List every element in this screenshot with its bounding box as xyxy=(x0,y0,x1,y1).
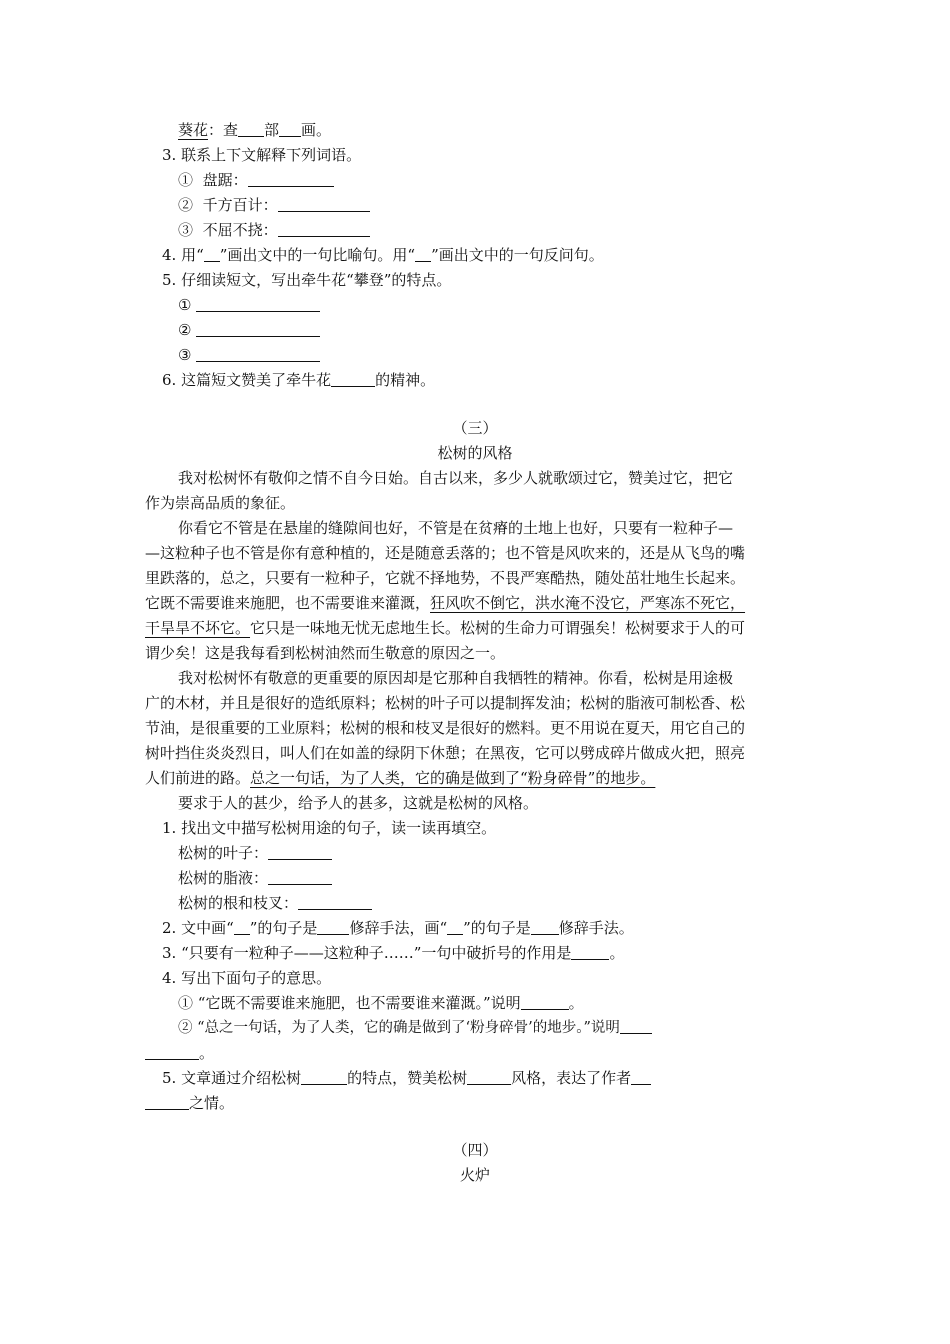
answer-blank[interactable] xyxy=(298,894,372,910)
q5-item-2: ② xyxy=(178,319,320,341)
answer-blank[interactable] xyxy=(571,944,609,960)
paragraph-line: 干旱旱不坏它。它只是一味地无忧无虑地生长。松树的生命力可谓强矣！松树要求于人的可 xyxy=(145,619,746,637)
p3-q3-prompt: 3. “只要有一粒种子——这粒种子……”一句中破折号的作用是 。 xyxy=(162,944,625,962)
q3-item-1: ① 盘踞： xyxy=(178,169,334,191)
answer-blank[interactable] xyxy=(278,196,370,212)
underlined-sentence: 总之一句话，为了人类，它的确是做到了“粉身碎骨”的地步。 xyxy=(250,769,656,787)
q3-item-3: ③ 不屈不挠： xyxy=(178,219,370,241)
answer-blank[interactable] xyxy=(196,321,320,337)
q4-prompt: 4. 用“ ”画出文中的一句比喻句。用“ ”画出文中的一句反问句。 xyxy=(162,246,604,264)
p3-q1-item: 松树的脂液： xyxy=(178,867,332,889)
answer-blank[interactable] xyxy=(268,869,332,885)
paragraph-line: 你看它不管是在悬崖的缝隙间也好，不管是在贫瘠的土地上也好，只要有一粒种子— xyxy=(178,519,734,537)
p3-q4-item-1: ① “它既不需要谁来施肥，也不需要谁来灌溉。”说明 。 xyxy=(178,994,584,1012)
p3-q4-prompt: 4. 写出下面句子的意思。 xyxy=(162,969,332,987)
article-title: 火炉 xyxy=(459,1166,490,1184)
p3-q5-cont: 之情。 xyxy=(145,1092,234,1114)
paragraph-line: —这粒种子也不管是你有意种植的，还是随意丢落的；也不管是风吹来的，还是从飞鸟的嘴 xyxy=(145,544,746,562)
paragraph-line: 人们前进的路。总之一句话，为了人类，它的确是做到了“粉身碎骨”的地步。 xyxy=(145,769,656,787)
underline-sample xyxy=(447,919,463,935)
q5-item-3: ③ xyxy=(178,344,320,366)
paragraph-line: 广的木材，并且是很好的造纸原料；松树的叶子可以提制挥发油；松树的脂液可制松香、松 xyxy=(145,694,746,712)
answer-blank[interactable] xyxy=(631,1069,651,1085)
answer-blank[interactable] xyxy=(521,994,569,1010)
underlined-word: 葵花 xyxy=(178,121,209,139)
section-label: （四） xyxy=(452,1141,498,1159)
answer-blank[interactable] xyxy=(268,844,332,860)
q2-line: 葵花：查 部 画。 xyxy=(178,121,332,139)
q5-prompt: 5. 仔细读短文，写出牵牛花“攀登”的特点。 xyxy=(162,271,452,289)
answer-blank[interactable] xyxy=(278,221,370,237)
answer-blank[interactable] xyxy=(145,1094,189,1110)
paragraph-line: 谓少矣！这是我每看到松树油然而生敬意的原因之一。 xyxy=(145,644,506,662)
answer-blank[interactable] xyxy=(317,919,349,935)
answer-blank[interactable] xyxy=(145,1044,199,1060)
paragraph-line: 作为崇高品质的象征。 xyxy=(145,494,296,512)
p3-q2-prompt: 2. 文中画“ ”的句子是 修辞手法，画“ ”的句子是 修辞手法。 xyxy=(162,919,634,937)
paragraph-line: 我对松树怀有敬意的更重要的原因却是它那种自我牺牲的精神。你看，松树是用途极 xyxy=(178,669,734,687)
answer-blank[interactable] xyxy=(301,1069,347,1085)
paragraph-line: 它既不需要谁来施肥，也不需要谁来灌溉，狂风吹不倒它，洪水淹不没它，严寒冻不死它， xyxy=(145,594,746,612)
paragraph-line: 节油，是很重要的工业原料；松树的根和枝叉是很好的燃料。更不用说在夏天，用它自己的 xyxy=(145,719,746,737)
answer-blank[interactable] xyxy=(238,121,264,137)
p3-q1-item: 松树的根和枝叉： xyxy=(178,892,372,914)
p3-q4-item-2: ② “总之一句话，为了人类，它的确是做到了‘粉身碎骨’的地步。”说明 xyxy=(178,1017,652,1039)
p3-q1-prompt: 1. 找出文中描写松树用途的句子，读一读再填空。 xyxy=(162,819,497,837)
p3-q1-item: 松树的叶子： xyxy=(178,842,332,864)
underline-sample xyxy=(204,246,220,262)
answer-blank[interactable] xyxy=(196,346,320,362)
answer-blank[interactable] xyxy=(331,371,375,387)
answer-blank[interactable] xyxy=(248,171,334,187)
article-title: 松树的风格 xyxy=(437,444,513,462)
underline-sample xyxy=(234,919,250,935)
answer-blank[interactable] xyxy=(279,121,301,137)
answer-blank[interactable] xyxy=(467,1069,511,1085)
answer-blank[interactable] xyxy=(196,296,320,312)
p3-q5-prompt: 5. 文章通过介绍松树 的特点，赞美松树 风格，表达了作者 xyxy=(162,1067,651,1089)
paragraph-line: 要求于人的甚少，给予人的甚多，这就是松树的风格。 xyxy=(178,794,539,812)
underlined-sentence: 狂风吹不倒它，洪水淹不没它，严寒冻不死它， xyxy=(430,594,746,612)
q3-prompt: 3. 联系上下文解释下列词语。 xyxy=(162,146,362,164)
paragraph-line: 树叶挡住炎炎烈日，叫人们在如盖的绿阴下休憩；在黑夜，它可以劈成碎片做成火把，照亮 xyxy=(145,744,746,762)
section-label: （三） xyxy=(452,419,498,437)
underline-sample xyxy=(415,246,431,262)
q3-item-2: ② 千方百计： xyxy=(178,194,370,216)
underlined-sentence: 干旱旱不坏它。 xyxy=(145,619,251,637)
answer-blank[interactable] xyxy=(620,1018,652,1034)
q6-prompt: 6. 这篇短文赞美了牵牛花 的精神。 xyxy=(162,371,436,389)
q5-item-1: ① xyxy=(178,294,320,316)
answer-blank[interactable] xyxy=(531,919,559,935)
paragraph-line: 我对松树怀有敬仰之情不自今日始。自古以来，多少人就歌颂过它，赞美过它，把它 xyxy=(178,469,734,487)
paragraph-line: 里跌落的，总之，只要有一粒种子，它就不择地势，不畏严寒酷热，随处茁壮地生长起来。 xyxy=(145,569,746,587)
p3-q4-item-2-cont: 。 xyxy=(145,1042,214,1064)
